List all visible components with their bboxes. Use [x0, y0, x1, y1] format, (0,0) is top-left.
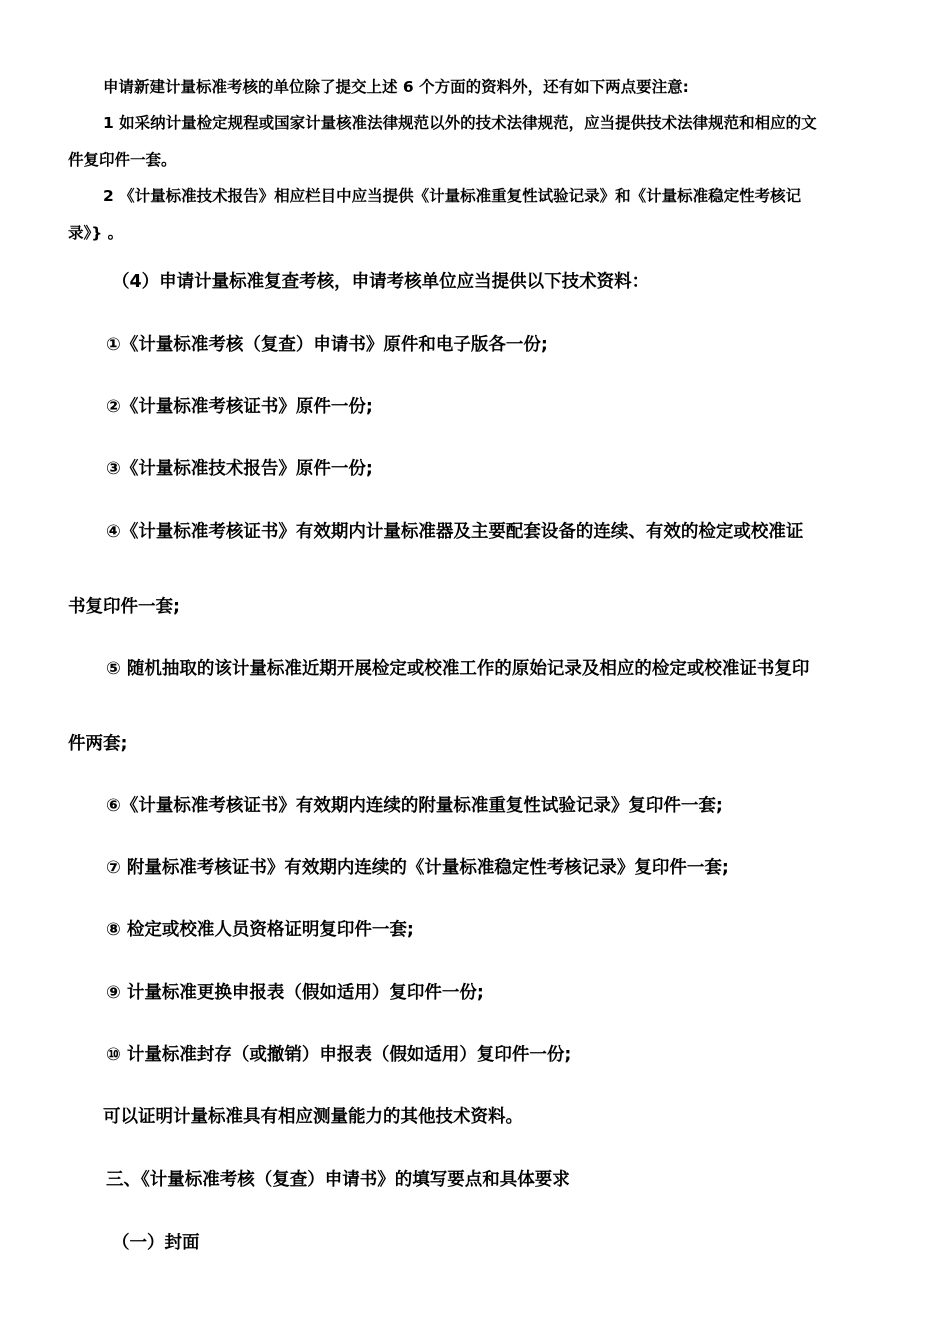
list-item-3: ③《计量标准技术报告》原件一份; [106, 459, 373, 479]
list-item-5-line-2: 件两套; [68, 734, 128, 754]
list-item-5-line-1: ⑤ 随机抽取的该计量标准近期开展检定或校准工作的原始记录及相应的检定或校准证书复印 [106, 659, 810, 679]
list-item-6: ⑥《计量标准考核证书》有效期内连续的附量标准重复性试验记录》复印件一套; [106, 796, 723, 816]
list-item-7: ⑦ 附量标准考核证书》有效期内连续的《计量标准稳定性考核记录》复印件一套; [106, 858, 729, 878]
list-item-2: ②《计量标准考核证书》原件一份; [106, 397, 373, 417]
section-3-heading: 三、《计量标准考核（复查）申请书》的填写要点和具体要求 [106, 1170, 570, 1190]
list-item-9: ⑨ 计量标准更换申报表（假如适用）复印件一份; [106, 983, 484, 1003]
note-1-line-1: 1 如采纳计量检定规程或国家计量核准法律规范以外的技术法律规范，应当提供技术法律规范和相应的文 [103, 114, 817, 132]
note-2-line-1: 2 《计量标准技术报告》相应栏目中应当提供《计量标准重复性试验记录》和《计量标准稳定性考核记 [103, 187, 802, 205]
note-1-line-2: 件复印件一套。 [68, 151, 177, 169]
list-item-10: ⑩ 计量标准封存（或撤销）申报表（假如适用）复印件一份; [106, 1045, 572, 1065]
list-item-4-line-1: ④《计量标准考核证书》有效期内计量标准器及主要配套设备的连续、有效的检定或校准证 [106, 522, 804, 542]
note-2-line-2: 录》} 。 [68, 224, 124, 242]
list-item-1: ①《计量标准考核（复查）申请书》原件和电子版各一份; [106, 335, 548, 355]
intro-paragraph: 申请新建计量标准考核的单位除了提交上述 6 个方面的资料外，还有如下两点要注意: [103, 78, 689, 96]
closing-paragraph: 可以证明计量标准具有相应测量能力的其他技术资料。 [103, 1107, 523, 1127]
list-item-8: ⑧ 检定或校准人员资格证明复印件一套; [106, 920, 414, 940]
subsection-heading: （一）封面 [112, 1233, 200, 1253]
section-4-heading: （4）申请计量标准复查考核，申请考核单位应当提供以下技术资料： [112, 272, 650, 292]
list-item-4-line-2: 书复印件一套; [68, 597, 180, 617]
